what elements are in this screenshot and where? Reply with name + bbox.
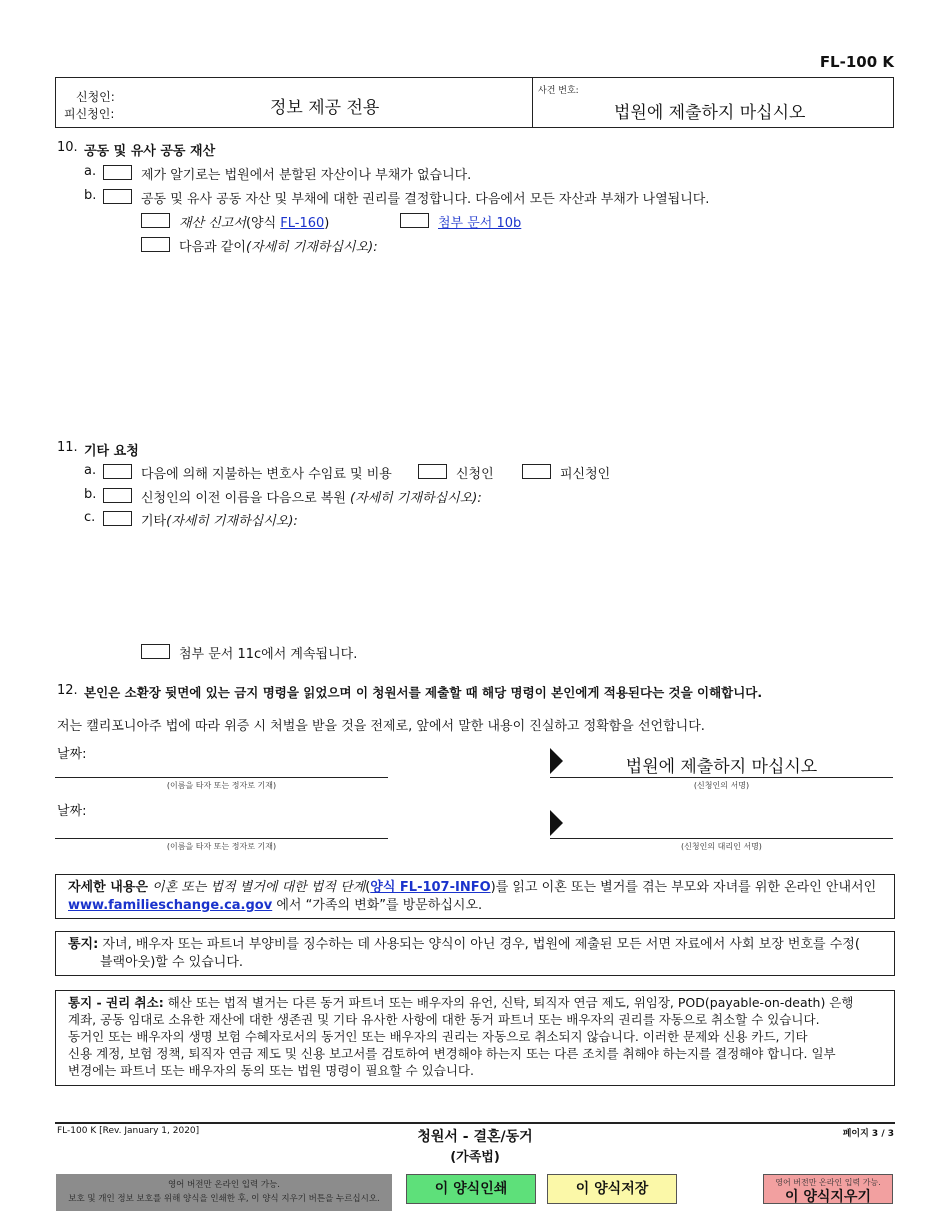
name-caption-1: (이름을 타자 또는 정자로 기재) xyxy=(166,781,277,790)
revoke-box xyxy=(55,990,895,1086)
notice-label: 통지: xyxy=(68,937,99,952)
footer-subtitle: (가족법) xyxy=(450,1150,500,1165)
clear-note: 영어 버전만 온라인 입력 가능. xyxy=(775,1178,881,1187)
s11-c-specify-area[interactable] xyxy=(141,530,881,630)
page-number: 페이지 3 / 3 xyxy=(842,1129,894,1139)
gray-line2: 보호 및 개인 정보 보호를 위해 양식을 인쇄한 후, 이 양식 지우기 버튼을 누르십시오. xyxy=(68,1194,380,1204)
s10-b-letter: b. xyxy=(84,188,97,203)
name-line-1[interactable] xyxy=(55,777,388,778)
s12-text: 본인은 소환장 뒷면에 있는 금지 명령을 읽었으며 이 청원서를 제출할 때 해당 명령이 본인에게 적용된다는 것을 이해합니다. xyxy=(84,685,763,700)
s10-b-checkbox[interactable] xyxy=(103,189,132,204)
s10-a-checkbox[interactable] xyxy=(103,165,132,180)
s11-title: 기타 요청 xyxy=(84,444,139,459)
revoke-line2: 계좌, 공동 임대로 소유한 재산에 대한 생존권 및 기타 유사한 사항에 대한 동거 파트너 또는 배우자의 권리를 자동으로 취소할 수 있습니다. xyxy=(68,1012,820,1027)
info-paren-open: ( xyxy=(365,880,371,895)
info-lead: 자세한 내용은 xyxy=(68,880,148,895)
sign-arrow-icon xyxy=(550,810,563,836)
revoke-label: 통지 - 권리 취소: xyxy=(68,995,164,1010)
print-form-button[interactable]: 이 양식인쇄 xyxy=(406,1174,536,1204)
s11-b-checkbox[interactable] xyxy=(103,488,132,503)
caption-box xyxy=(55,77,894,128)
revoke-line4: 신용 계정, 보험 정책, 퇴직자 연금 제도 및 신용 보고서를 검토하여 변경해야 하는지 또는 다른 조치를 취해야 하는지를 결정해야 합니다. 일부 xyxy=(68,1046,836,1061)
s11-c-specify: (자세히 기재하십시오): xyxy=(166,514,298,529)
petitioner-sig-line xyxy=(550,777,893,778)
gray-info-bar xyxy=(56,1174,392,1211)
info-paren-close: ) xyxy=(490,880,496,895)
footer-rev: FL-100 K [Rev. January 1, 2020] xyxy=(57,1126,200,1136)
s11-a-respondent-checkbox[interactable] xyxy=(522,464,551,479)
as-follows-text: 다음과 같이 xyxy=(179,240,246,255)
clear-label: 이 양식지우기 xyxy=(784,1189,872,1205)
info-box xyxy=(55,874,895,919)
s11-c-text-main: 기타 xyxy=(141,514,167,529)
name-line-2[interactable] xyxy=(55,838,388,839)
s11-a-petitioner: 신청인 xyxy=(456,467,494,482)
clear-form-button[interactable] xyxy=(763,1174,893,1204)
s10-number: 10. xyxy=(57,140,78,155)
s11-continued-checkbox[interactable] xyxy=(141,644,170,659)
attachment-10b-link[interactable]: 첨부 문서 10b xyxy=(438,216,522,231)
revoke-line3: 동거인 또는 배우자의 생명 보험 수혜자로서의 동거인 또는 배우자의 권리는 자동으로 취소되지 않습니다. 이러한 문제와 신용 카드, 기타 xyxy=(68,1029,808,1044)
s11-a-checkbox[interactable] xyxy=(103,464,132,479)
families-change-link[interactable]: www.familieschange.ca.gov xyxy=(68,898,273,913)
s11-c-letter: c. xyxy=(84,510,96,525)
s11-c-text xyxy=(141,510,298,529)
s11-b-text xyxy=(141,487,482,506)
date-label-1: 날짜: xyxy=(57,747,87,762)
info-rest: 를 읽고 이혼 또는 별거를 겪는 부모와 자녀를 위한 온라인 안내서인 xyxy=(495,880,877,895)
fl-107-info-link[interactable]: 양식 FL-107-INFO xyxy=(370,880,491,895)
respondent-label: 피신청인: xyxy=(64,107,115,121)
caption-divider xyxy=(532,78,533,127)
petitioner-sig-caption: (신청인의 서명) xyxy=(693,781,750,790)
s10-prop-decl xyxy=(179,212,329,231)
info-italic: 이혼 또는 법적 별거에 대한 법적 단계 xyxy=(152,880,366,895)
s11-a-letter: a. xyxy=(84,463,97,478)
s11-a-petitioner-checkbox[interactable] xyxy=(418,464,447,479)
footer-rule xyxy=(55,1122,895,1124)
date-label-2: 날짜: xyxy=(57,804,87,819)
attorney-sig-caption: (신청인의 대리인 서명) xyxy=(681,842,762,851)
s11-b-letter: b. xyxy=(84,487,97,502)
info-tail: 에서 “가족의 변화”를 방문하십시오. xyxy=(276,898,483,913)
case-number-label: 사건 번호: xyxy=(538,86,579,96)
name-caption-2: (이름을 타자 또는 정자로 기재) xyxy=(166,842,277,851)
footer-title: 청원서 - 결혼/동거 xyxy=(417,1129,533,1145)
attorney-sig-line[interactable] xyxy=(550,838,893,839)
form-id: FL-100 K xyxy=(819,53,894,71)
s11-a-text: 다음에 의해 지불하는 변호사 수임료 및 비용 xyxy=(141,467,392,482)
petitioner-signature-value[interactable]: 법원에 제출하지 마십시오 xyxy=(625,757,818,777)
s11-a-respondent: 피신청인 xyxy=(560,467,611,482)
gray-line1: 영어 버전만 온라인 입력 가능. xyxy=(167,1180,281,1190)
notice-line1: 자녀, 배우자 또는 파트너 부양비를 징수하는 데 사용되는 양식이 아닌 경우, 법원에 제출된 모든 서면 자료에서 사회 보장 번호를 수정( xyxy=(102,937,860,952)
fl-160-link[interactable]: FL-160 xyxy=(280,216,325,231)
prop-form-post: ) xyxy=(324,216,330,231)
save-form-button[interactable]: 이 양식저장 xyxy=(547,1174,677,1204)
notice-box xyxy=(55,931,895,976)
s10-prop-decl-checkbox[interactable] xyxy=(141,213,170,228)
s10-as-follows-checkbox[interactable] xyxy=(141,237,170,252)
declaration-text: 저는 캘리포니아주 법에 따라 위증 시 처벌을 받을 것을 전제로, 앞에서 말한 내용이 진실하고 정확함을 선언합니다. xyxy=(57,719,705,734)
s12-number: 12. xyxy=(57,683,78,698)
s11-b-specify: (자세히 기재하십시오): xyxy=(350,491,482,506)
revoke-line5: 변경에는 파트너 또는 배우자의 동의 또는 법원 명령이 필요할 수 있습니다. xyxy=(68,1063,474,1078)
notice-line2: 블랙아웃)할 수 있습니다. xyxy=(100,955,244,970)
s10-as-follows xyxy=(179,236,378,255)
as-follows-specify: (자세히 기재하십시오): xyxy=(245,240,378,255)
s10-attachment-checkbox[interactable] xyxy=(400,213,429,228)
s10-title: 공동 및 유사 공동 재산 xyxy=(84,144,216,159)
s10-b-text: 공동 및 유사 공동 자산 및 부채에 대한 권리를 결정합니다. 다음에서 모든 자산과 부채가 나열됩니다. xyxy=(141,192,710,207)
s10-specify-area[interactable] xyxy=(179,256,879,426)
case-number-value[interactable]: 법원에 제출하지 마십시오 xyxy=(614,103,806,123)
s11-c-checkbox[interactable] xyxy=(103,511,132,526)
info-only-text: 정보 제공 전용 xyxy=(270,98,380,118)
petitioner-label: 신청인: xyxy=(76,90,115,104)
revoke-line1: 해산 또는 법적 별거는 다른 동거 파트너 또는 배우자의 유언, 신탁, 퇴직자 연금 제도, 위임장, POD(payable-on-death) 은행 xyxy=(167,995,854,1010)
s10-a-text: 제가 알기로는 법원에서 분할된 자산이나 부채가 없습니다. xyxy=(141,168,472,183)
prop-decl-title: 재산 신고서 xyxy=(179,216,246,231)
s11-b-text-main: 신청인의 이전 이름을 다음으로 복원 xyxy=(141,491,346,506)
s10-a-letter: a. xyxy=(84,164,97,179)
s11-number: 11. xyxy=(57,440,78,455)
s11-continued-text: 첨부 문서 11c에서 계속됩니다. xyxy=(179,647,358,662)
prop-form-pre: (양식 xyxy=(245,216,281,231)
